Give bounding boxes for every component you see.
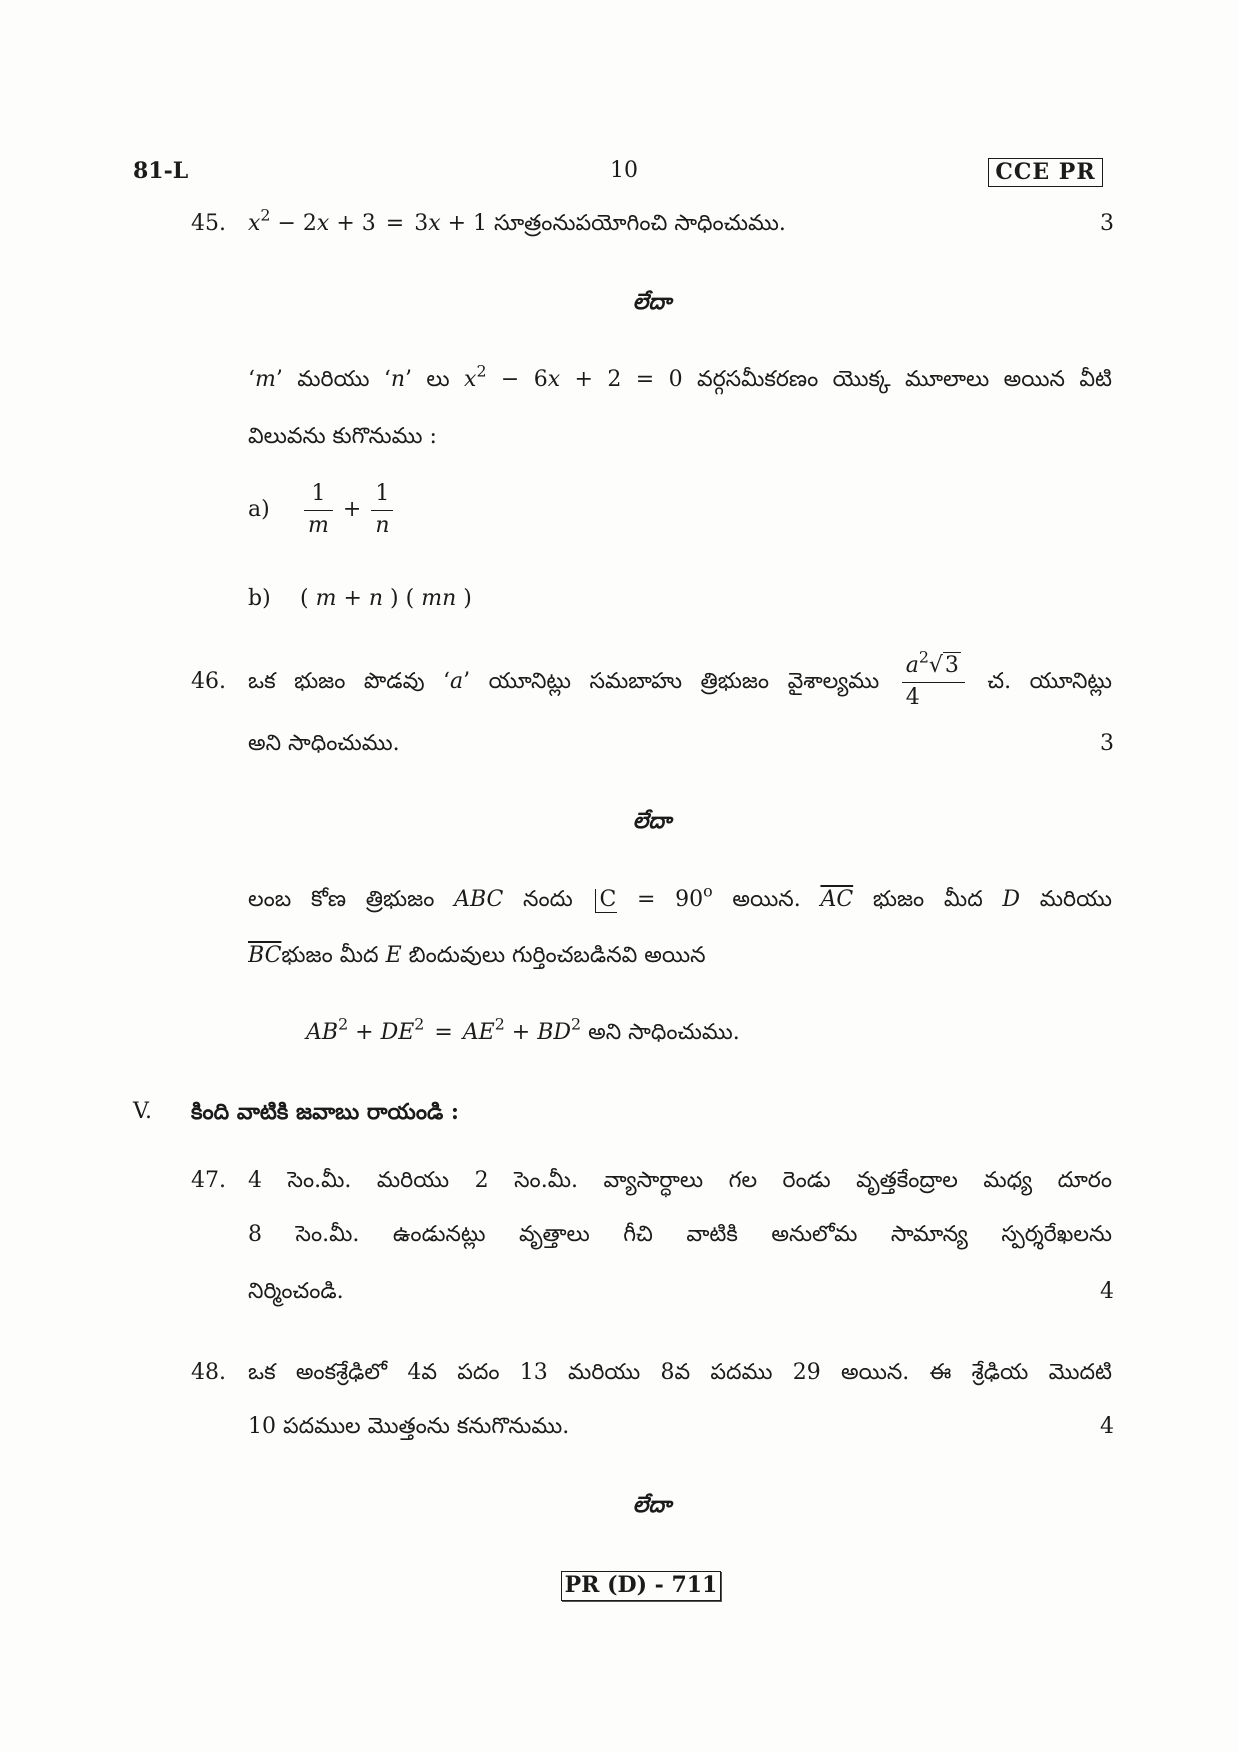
fraction-numerator: 1: [371, 481, 393, 510]
math-variable: ABC: [454, 887, 504, 912]
telugu-text: ఒక భుజం పొడవు ‘: [248, 669, 451, 694]
math-term: +: [504, 1020, 538, 1045]
question-number-48: 48.: [191, 1360, 226, 1385]
math-variable: x: [547, 367, 561, 392]
marks-46: 3: [1100, 731, 1114, 756]
degree-symbol: o: [703, 881, 713, 901]
fraction-denominator: n: [375, 512, 390, 538]
segment-overline: $\overline{AC}$: [820, 887, 854, 912]
telugu-text: భుజం మీద: [281, 943, 386, 968]
math-exponent: 2: [918, 647, 929, 667]
math-variable: AE: [462, 1020, 495, 1045]
question-46-alt-line-1: [248, 880, 1112, 920]
math-exponent: 2: [260, 205, 271, 225]
math-variable: a: [450, 669, 464, 694]
telugu-text: ’ యూనిట్లు సమబాహు త్రిభుజం వైశాల్యము: [463, 669, 898, 694]
math-exponent: 2: [338, 1014, 349, 1034]
question-45-alt-line-2: విలువను కుగొనుము :: [248, 424, 437, 449]
math-term: (: [300, 586, 316, 611]
telugu-text: నందు: [503, 887, 593, 912]
math-variable: m: [255, 367, 276, 392]
question-47-line-3: నిర్మించండి.: [248, 1279, 344, 1304]
marks-47: 4: [1100, 1279, 1114, 1304]
math-variable: x: [428, 211, 441, 236]
math-exponent: 2: [414, 1014, 425, 1034]
question-45-alt-line-1: [248, 360, 1112, 400]
telugu-text: అయిన.: [712, 887, 821, 912]
telugu-text: ’ మరియు ‘: [275, 367, 391, 392]
question-48-line-1: ఒక అంకశ్రేఢిలో 4వ పదం 13 మరియు 8వ పదము 29 అయిన. ఈ శ్రేఢియ మొదటి: [248, 1360, 1112, 1385]
math-variable: x: [464, 367, 477, 392]
marks-45: 3: [1100, 211, 1114, 236]
question-46-line-1: [248, 642, 1112, 722]
math-term: ) (: [383, 586, 422, 611]
fraction-numerator: 1: [304, 481, 333, 510]
sqrt-symbol: √: [928, 653, 943, 679]
part-a-expression: [300, 470, 397, 550]
telugu-text: అని సాధించుము.: [581, 1020, 740, 1045]
math-variable: mn: [421, 586, 457, 611]
area-fraction: [902, 647, 965, 711]
question-46-line-2: అని సాధించుము.: [248, 731, 400, 756]
math-term: ): [456, 586, 472, 611]
q45-expression: [248, 205, 488, 236]
plus-sign: +: [342, 497, 362, 522]
or-separator: లేదా: [632, 808, 672, 834]
math-variable: n: [390, 367, 406, 392]
math-term: + 2 = 0: [560, 367, 697, 392]
question-number-46: 46.: [191, 669, 226, 694]
math-term: + 1: [440, 211, 488, 236]
math-term: +: [348, 1020, 381, 1045]
or-separator: లేదా: [632, 1492, 672, 1518]
fraction-denominator: m: [308, 512, 329, 538]
math-exponent: 2: [494, 1014, 505, 1034]
math-variable: DE: [380, 1020, 415, 1045]
paper-code: 81-L: [133, 158, 189, 184]
part-b-expression: [300, 579, 472, 619]
equals-sign: =: [385, 211, 405, 236]
math-exponent: 2: [476, 361, 487, 381]
math-variable: x: [248, 211, 261, 236]
math-variable: D: [1002, 887, 1021, 912]
equals-sign: =: [434, 1020, 453, 1045]
section-numeral: V.: [133, 1099, 153, 1124]
math-term: 3: [414, 211, 429, 236]
math-term: − 2: [270, 211, 317, 236]
math-term: + 3: [329, 211, 376, 236]
section-title: కింది వాటికి జవాబు రాయండి :: [191, 1099, 460, 1125]
math-exponent: 2: [571, 1014, 582, 1034]
math-variable: E: [385, 943, 402, 968]
question-45-text: [248, 204, 1068, 244]
radicand: 3: [944, 653, 959, 679]
math-variable: BD: [537, 1020, 572, 1045]
quote-text: ‘: [248, 367, 255, 392]
math-term: = 90: [617, 887, 704, 912]
paper-badge: CCE PR: [988, 158, 1103, 187]
part-b-label: b): [248, 586, 271, 611]
page-number: 10: [610, 158, 638, 183]
math-variable: n: [368, 586, 384, 611]
telugu-text: లంబ కోణ త్రిభుజం: [248, 887, 455, 912]
question-number-45: 45.: [191, 211, 226, 236]
math-term: − 6: [486, 367, 548, 392]
question-45-instruction: సూత్రంనుపయోగించి సాధించుము.: [494, 211, 786, 236]
question-number-47: 47.: [191, 1168, 226, 1193]
question-46-alt-line-2: [248, 936, 1112, 976]
fraction-numerator: [902, 647, 965, 682]
question-48-line-2: 10 పదముల మొత్తంను కనుగొనుము.: [248, 1414, 570, 1439]
telugu-text: చ. యూనిట్లు: [968, 669, 1112, 694]
telugu-text: ’ లు: [405, 367, 465, 392]
or-separator: లేదా: [632, 289, 672, 315]
telugu-text: భుజం మీద: [853, 887, 1003, 912]
telugu-text: మరియు: [1020, 887, 1112, 912]
fraction-denominator: 4: [905, 684, 920, 710]
math-variable: AB: [306, 1020, 339, 1045]
question-47-line-1: 4 సెం.మీ. మరియు 2 సెం.మీ. వ్యాసార్ధాలు గల రెండు వృత్తకేంద్రాల మధ్య దూరం: [248, 1168, 1112, 1193]
marks-48: 4: [1100, 1414, 1114, 1439]
segment-overline: $\overline{BC}$: [248, 943, 282, 968]
question-46-alt-equation: [306, 1013, 740, 1053]
telugu-text: బిందువులు గుర్తించబడినవి అయిన: [401, 943, 706, 968]
part-a-label: a): [248, 497, 270, 522]
fraction: [304, 481, 333, 539]
angle-symbol: C: [595, 889, 618, 913]
math-variable: x: [316, 211, 330, 236]
fraction: [371, 481, 393, 539]
math-term: +: [336, 586, 369, 611]
telugu-text: వర్గసమీకరణం యొక్క మూలాలు అయిన వీటి: [696, 367, 1112, 392]
math-variable: a: [905, 653, 919, 679]
question-47-line-2: 8 సెం.మీ. ఉండునట్లు వృత్తాలు గీచి వాటికి అనులోమ సామాన్య స్పర్శరేఖలను: [248, 1222, 1112, 1247]
math-variable: m: [315, 586, 337, 611]
footer-paper-code: PR (D) - 711: [561, 1571, 721, 1601]
